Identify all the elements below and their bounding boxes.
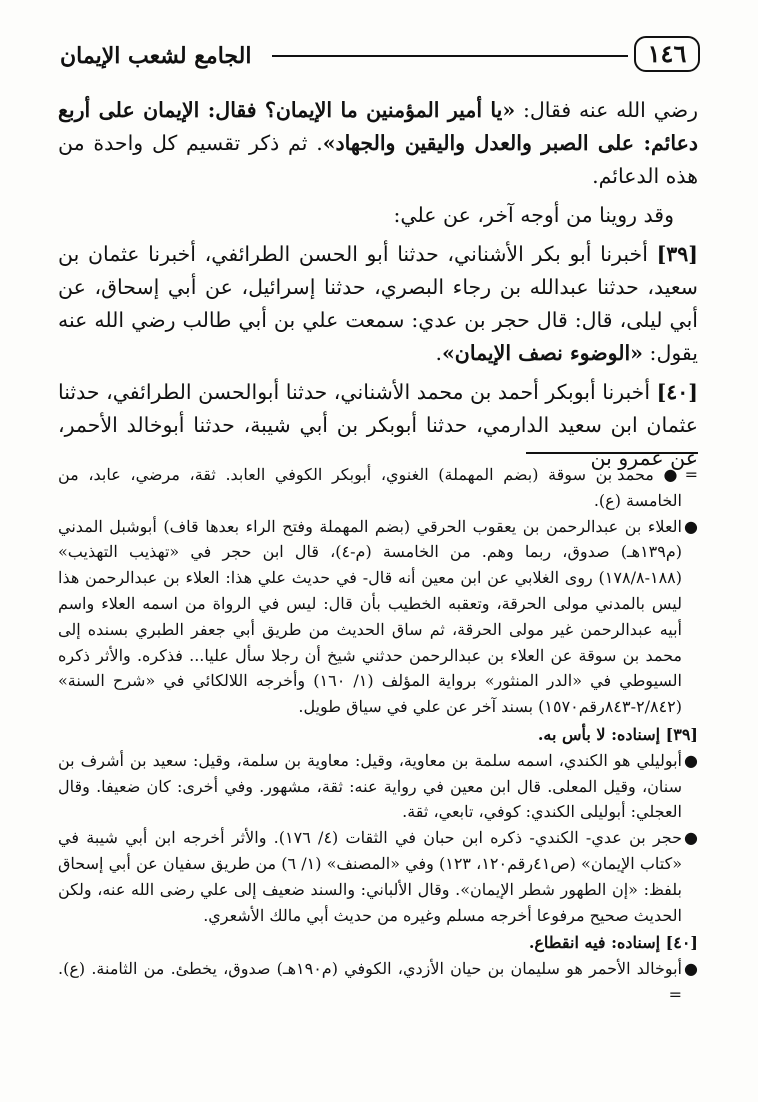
footnote-item [58, 825, 698, 928]
hadith-40 [58, 376, 698, 475]
paragraph-intro [58, 94, 698, 193]
footnote-text: محمد بن سوقة (بضم المهملة) الغنوي، أبوبكر الكوفي العابد. ثقة، مرضي، عابد، من الخامسة (ع). [58, 465, 682, 510]
footnote-heading-40: [٤٠] إسناده: فيه انقطاع. [528, 933, 698, 953]
quote-bold: «يا أمير المؤمنين ما الإيمان؟ فقال: الإيمان على أربع دعائم: على الصبر والعدل واليقين والجهاد» [58, 98, 698, 155]
footnote-text: أبوليلي هو الكندي، اسمه سلمة بن معاوية، وقيل: معاوية بن سلمة، وقيل: سعيد بن أشرف بن سنان، وقيل المعلى. قال ابن معين في رواية عنه: ثقة، مشهور. وفي أخرى: كان ضعيفا. وقال العجلي: أبوليلى الكندي: كوفي، تابعي، ثقة. [58, 750, 682, 822]
hadith-text: أخبرنا أبو بكر الأشناني، حدثنا أبو الحسن الطرائفي، أخبرنا عثمان بن سعيد، حدثنا عبدالله بن رجاء البصري، حدثنا إسرائيل، عن أبي إسحاق، عن أبي ليلى، قال: قال حجر بن عدي: سمعت علي بن أبي طالب رضي الله عنه يقول: [58, 242, 698, 365]
hadith-number: [٣٩] [656, 242, 698, 266]
text-span: . ثم ذكر تقسيم كل واحدة من هذه الدعائم. [58, 131, 698, 188]
text-span: رضي الله عنه فقال: [515, 98, 698, 122]
bullet: ● [684, 516, 698, 536]
footnote-divider [526, 452, 698, 454]
footnote-text: أبوخالد الأحمر هو سليمان بن حيان الأزدي، الكوفي (م١٩٠هـ) صدوق، يخطئ. من الثامنة. (ع). [58, 959, 682, 979]
main-text [58, 94, 698, 475]
footnote-item [58, 748, 698, 825]
header-rule [272, 55, 628, 57]
footnote-item [58, 956, 698, 1008]
continuation-marker: = [668, 984, 682, 1004]
paragraph-transition: وقد روينا من أوجه آخر، عن علي: [393, 203, 674, 227]
page-header [60, 36, 700, 82]
bullet: ● [684, 828, 698, 848]
bullet: ● [663, 465, 682, 484]
continuation-marker: = [684, 465, 698, 484]
footnotes [58, 462, 698, 1008]
footnote-item [58, 514, 698, 720]
bullet [685, 462, 698, 488]
bullet: ● [684, 750, 698, 770]
page-number: ١٤٦ [634, 36, 700, 72]
text-span: . [435, 341, 442, 365]
bullet: ● [684, 959, 698, 979]
hadith-quote: «الوضوء نصف الإيمان» [441, 341, 643, 365]
running-title: الجامع لشعب الإيمان [60, 43, 252, 69]
hadith-39 [58, 238, 698, 370]
footnote-heading-39: [٣٩] إسناده: لا بأس به. [537, 724, 698, 744]
footnote-text: العلاء بن عبدالرحمن بن يعقوب الحرقي (بضم المهملة وفتح الراء بعدها قاف) أبوشبل المدني (م١٣٩هـ) صدوق، ربما وهم. من الخامسة (م-٤)، قال ابن حجر في «تهذيب التهذيب» (١٨٨-١٧٨/٨) روى الغلابي عن ابن معين أنه قال- في حديث علي هذا: العلاء بن عبدالرحمن هذا ليس بالمدني مولى الحرقة، وتعقبه الخطيب بأن قال: ليس في الرواة من اسمه العلاء واسم أبيه عبدالرحمن غير مولى الحرقة، ثم ساق الحديث من طريق أبي جعفر الطبري بسنده إلى محمد بن سوقة عن العلاء بن عبدالرحمن حدثني شيخ أن رجلا سأل عليا... فذكره. والأثر ذكره السيوطي في «الدر المنثور» برواية المؤلف (١/ ١٦٠) وأخرجه اللالكائي في «شرح السنة» (٢/٨٤٢-٨٤٣رقم١٥٧٠) بسند آخر عن علي في سياق طويل. [58, 516, 683, 717]
hadith-text: أخبرنا أبوبكر أحمد بن محمد الأشناني، حدثنا أبوالحسن الطرائفي، حدثنا عثمان ابن سعيد الدارمي، حدثنا أبوبكر بن أبي شيبة، حدثنا أبوخالد الأحمر، عن عمرو بن [57, 380, 698, 470]
footnote-text: حجر بن عدي- الكندي- ذكره ابن حبان في الثقات (٤/ ١٧٦). والأثر أخرجه ابن أبي شيبة في «كتاب الإيمان» (ص٤١رقم١٢٠، ١٢٣) وفي «المصنف» (١/ ٦) من طريق سفيان عن أبي إسحاق بلفظ: «إن الطهور شطر الإيمان». وقال الألباني: والسند ضعيف إلى علي رضى الله عنه، ولكن الحديث صحيح مرفوعا أخرجه مسلم وغيره من حديث أبي مالك الأشعري. [58, 828, 683, 925]
footnote-item [58, 462, 698, 514]
hadith-number: [٤٠] [656, 380, 698, 404]
